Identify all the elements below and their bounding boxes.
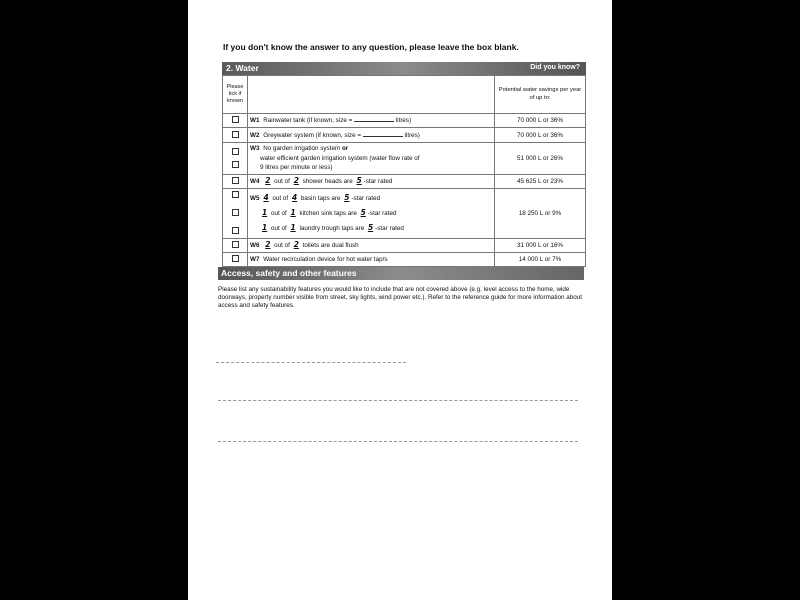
table-row-w1	[223, 114, 586, 128]
w6-text-1: out of	[274, 242, 290, 250]
table-header-row	[223, 76, 586, 114]
w3-or: or	[341, 145, 349, 153]
access-instructions: Please list any sustainability features you would like to include that are not covered above (e.g. level access to the home, wide doorways, property number visible from street, sky lights, wind power etc.). Refer to the reference guide for more information about access and safety features.	[218, 286, 582, 309]
w3-line3: 9 litres per minute or less)	[260, 164, 333, 172]
w6-savings: 31 000 L or 16%	[495, 239, 586, 253]
did-you-know-label: Did you know?	[530, 64, 580, 71]
answer-line-2[interactable]	[218, 400, 578, 401]
answer-line-1[interactable]	[216, 362, 406, 363]
w2-text: Greywater system (if known, size =	[263, 131, 362, 139]
w4-text-3: -star rated	[363, 178, 393, 186]
w4-checkbox[interactable]	[232, 177, 239, 184]
w2-size-field[interactable]	[363, 130, 403, 137]
w1-text: Rainwater tank (if known, size =	[263, 117, 353, 125]
w5-kitchen-stars[interactable]: 5	[360, 208, 366, 217]
w5-checkbox-laundry[interactable]	[232, 227, 239, 234]
w6-total[interactable]: 2	[293, 240, 299, 250]
w6-text-2: toilets are dual flush	[302, 242, 359, 250]
w5-laundry-stars[interactable]: 5	[367, 223, 374, 232]
w3-checkbox-a[interactable]	[232, 148, 239, 155]
w5-kitchen-text-3: -star rated	[367, 210, 397, 217]
w2-savings: 70 000 L or 36%	[495, 128, 586, 143]
table-row-w4	[223, 175, 586, 189]
w6-checkbox[interactable]	[232, 241, 239, 248]
w4-stars[interactable]: 5	[356, 176, 362, 186]
water-section-header	[222, 62, 586, 75]
w1-savings: 70 000 L or 36%	[495, 114, 586, 128]
w5-code: W5	[250, 195, 260, 202]
w5-kitchen-count[interactable]: 1	[262, 208, 268, 217]
table-row-w7	[223, 253, 586, 267]
w5-basin-count[interactable]: 4	[263, 193, 269, 202]
w2-checkbox[interactable]	[232, 131, 239, 138]
w5-basin-text-1: out of	[272, 195, 289, 202]
w5-kitchen-total[interactable]: 1	[290, 208, 296, 217]
w6-code: W6	[250, 242, 260, 250]
w5-laundry-text-1: out of	[270, 225, 287, 232]
form-page	[188, 0, 612, 600]
w1-checkbox[interactable]	[232, 116, 239, 123]
w3-line2: water efficient garden irrigation system (water flow rate of	[260, 154, 420, 162]
w4-savings: 45 625 L or 23%	[495, 175, 586, 189]
w7-checkbox[interactable]	[232, 255, 239, 262]
w5-laundry-text-2: laundry trough taps are	[299, 225, 365, 232]
w5-basin-stars[interactable]: 5	[344, 193, 350, 202]
w5-laundry-total[interactable]: 1	[290, 223, 296, 232]
w5-basin-total[interactable]: 4	[291, 193, 298, 202]
w5-checkbox-basin[interactable]	[232, 191, 239, 198]
w7-code: W7	[250, 255, 260, 263]
w5-checkbox-kitchen[interactable]	[232, 209, 239, 216]
access-section-header	[218, 267, 584, 280]
w4-count[interactable]: 2	[265, 176, 271, 186]
w5-basin-text-3: -star rated	[351, 195, 381, 202]
w1-text-end: litres)	[395, 117, 412, 125]
w2-code: W2	[250, 131, 260, 139]
w3-savings: 51 000 L or 26%	[495, 143, 586, 175]
w3-line1: No garden irrigation system	[263, 145, 341, 153]
w4-total[interactable]: 2	[293, 176, 299, 186]
instruction-text: If you don't know the answer to any question, please leave the box blank.	[223, 42, 519, 52]
w7-text: Water recirculation device for hot water tap/s	[263, 255, 388, 263]
w5-kitchen-text-2: kitchen sink taps are	[299, 210, 357, 217]
water-section-title: 2. Water	[226, 63, 259, 73]
table-row-w3	[223, 143, 586, 175]
w4-code: W4	[250, 178, 260, 186]
tick-column-header: Please tick if known	[223, 76, 248, 114]
table-row-w2	[223, 128, 586, 143]
w3-code: W3	[250, 145, 260, 153]
table-row-w5	[223, 189, 586, 239]
w4-text-1: out of	[274, 178, 290, 186]
water-table	[222, 75, 586, 267]
w5-laundry-text-3: -star rated	[375, 225, 404, 232]
savings-column-header: Potential water savings per year of up to:	[495, 76, 586, 114]
w6-count[interactable]: 2	[265, 240, 271, 250]
access-section-title: Access, safety and other features	[221, 268, 357, 278]
w5-kitchen-text-1: out of	[270, 210, 287, 217]
answer-line-3[interactable]	[218, 441, 578, 442]
w1-code: W1	[250, 117, 260, 125]
w5-laundry-count[interactable]: 1	[262, 223, 268, 232]
w7-savings: 14 000 L or 7%	[495, 253, 586, 267]
w5-basin-text-2: basin taps are	[300, 195, 341, 202]
w2-text-end: litres)	[404, 131, 420, 139]
w3-checkbox-b[interactable]	[232, 161, 239, 168]
table-row-w6	[223, 239, 586, 253]
w5-savings: 18 250 L or 9%	[495, 189, 586, 239]
w1-size-field[interactable]	[354, 115, 394, 122]
w4-text-2: shower heads are	[302, 178, 353, 186]
